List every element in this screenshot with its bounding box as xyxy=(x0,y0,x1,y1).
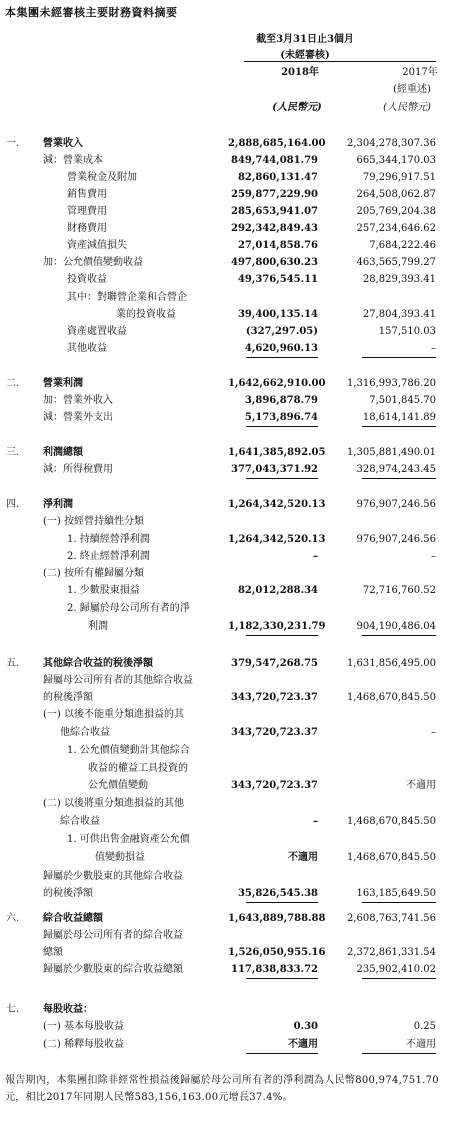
row-label: 歸屬於少數股東的其他綜合收益 xyxy=(43,871,183,882)
value-2018: 82,012,288.34 xyxy=(237,585,318,596)
row-label: 利潤總額 xyxy=(43,447,83,458)
row-label: 歸屬於少數股東的綜合收益總額 xyxy=(43,964,183,975)
row-label: 歸屬母公司所有者的其他綜合收益 xyxy=(43,675,193,686)
row-label: 2. 歸屬於母公司所有者的淨 xyxy=(67,603,190,614)
table-row xyxy=(0,602,450,616)
value-2017: 72,716,760.52 xyxy=(362,585,436,596)
row-label: (二) 稀釋每股收益 xyxy=(43,1039,124,1050)
table-row xyxy=(0,1038,450,1052)
value-2017: 1,305,881,490.01 xyxy=(346,447,436,458)
row-label: 減：營業成本 xyxy=(43,155,103,166)
row-label: 營業稅金及附加 xyxy=(67,172,137,183)
value-2017: 27,804,393.41 xyxy=(362,309,436,320)
table-row xyxy=(0,963,450,977)
table-row xyxy=(0,188,450,202)
table-row xyxy=(0,515,450,529)
row-label: 資產減值損失 xyxy=(67,240,127,251)
subtotal-rule xyxy=(246,1053,318,1054)
row-label: 銷售費用 xyxy=(67,189,107,200)
year-2018-header: 2018年 xyxy=(281,67,319,78)
table-row xyxy=(0,833,450,847)
value-2018: 35,826,545.38 xyxy=(237,888,318,899)
value-2017: 264,508,062.87 xyxy=(356,189,436,200)
table-row xyxy=(0,239,450,253)
row-label: 綜合收益總額 xyxy=(43,913,103,924)
row-label: (二) 以後將重分類進損益的其他 xyxy=(43,798,184,809)
section-number: 二. xyxy=(6,378,20,389)
subtotal-rule xyxy=(362,357,436,358)
year-2017-header: 2017年 xyxy=(402,67,438,78)
table-row xyxy=(0,762,450,776)
value-2018: 39,400,135.14 xyxy=(237,309,318,320)
value-2017: 205,769,204.38 xyxy=(356,206,436,217)
value-2017: 665,344,170.03 xyxy=(356,155,436,166)
value-2017: 976,907,246.56 xyxy=(356,499,436,510)
value-2018: 849,744,081.79 xyxy=(231,155,318,166)
value-2018: 1,264,342,520.13 xyxy=(228,534,326,545)
subtotal-rule xyxy=(246,478,318,479)
row-label: 值變動損益 xyxy=(95,852,145,863)
value-2017: 1,316,993,786.20 xyxy=(346,378,436,389)
subtotal-rule xyxy=(362,902,436,903)
row-label: (一) 基本每股收益 xyxy=(43,1021,124,1032)
row-label: 淨利潤 xyxy=(43,499,73,510)
row-label: 的稅後淨額 xyxy=(43,692,93,703)
row-label: 管理費用 xyxy=(67,206,107,217)
period-header: 截至3月31日止3個月 xyxy=(256,34,354,45)
value-2018: 343,720,723.37 xyxy=(231,780,318,791)
table-row xyxy=(0,674,450,688)
restated-header: (經重述) xyxy=(393,84,431,95)
subtotal-rule xyxy=(246,902,318,903)
value-2017: 2,608,763,741.56 xyxy=(346,913,436,924)
row-label: 資產處置收益 xyxy=(67,326,127,337)
table-row xyxy=(0,744,450,758)
section-number: 三. xyxy=(6,447,20,458)
table-row xyxy=(0,171,450,185)
table-row xyxy=(0,815,450,829)
table-row xyxy=(0,411,450,425)
value-2018: 3,896,878.79 xyxy=(244,395,318,406)
value-2018: 292,342,849.43 xyxy=(231,223,318,234)
table-row xyxy=(0,657,450,671)
value-2017: 157,510.03 xyxy=(378,326,436,337)
table-row xyxy=(0,870,450,884)
value-2018: 不適用 xyxy=(288,1039,318,1050)
table-row xyxy=(0,446,450,460)
value-2017: 1,468,670,845.50 xyxy=(346,852,436,863)
header-rule xyxy=(244,61,436,62)
value-2018: 1,182,330,231.79 xyxy=(228,621,326,632)
table-row xyxy=(0,256,450,270)
value-2018: – xyxy=(313,551,318,562)
table-row xyxy=(0,291,450,305)
table-row xyxy=(0,567,450,581)
value-2017: 257,234,646.62 xyxy=(356,223,436,234)
row-label: 他綜合收益 xyxy=(60,727,110,738)
value-2018: 0.30 xyxy=(293,1021,318,1032)
row-label: 1. 少數股東損益 xyxy=(67,585,140,596)
row-label: 其他收益 xyxy=(67,343,107,354)
value-2017: 1,631,856,495.00 xyxy=(346,658,436,669)
row-label: 1. 公允價值變動計其他綜合 xyxy=(67,745,190,756)
value-2018: 1,641,385,892.05 xyxy=(228,447,326,458)
row-label: 減：營業外支出 xyxy=(43,412,113,423)
row-label: 的稅後淨額 xyxy=(43,888,93,899)
table-row xyxy=(0,394,450,408)
row-label: 利潤 xyxy=(88,621,108,632)
value-2017: 7,684,222.46 xyxy=(369,240,436,251)
value-2018: 49,376,545.11 xyxy=(237,274,318,285)
row-label: 1. 可供出售金融資產公允價 xyxy=(67,834,190,845)
subtotal-rule xyxy=(362,1053,436,1054)
value-2018: – xyxy=(313,816,318,827)
row-label: 加：營業外收入 xyxy=(43,395,113,406)
value-2017: 不適用 xyxy=(406,780,436,791)
value-2018: 377,043,371.92 xyxy=(231,464,318,475)
value-2018: 27,014,858.76 xyxy=(237,240,318,251)
section-number: 四. xyxy=(6,499,20,510)
row-label: 2. 終止經營淨利潤 xyxy=(67,551,150,562)
value-2017: 79,296,917.51 xyxy=(362,172,436,183)
value-2017: 463,565,799.27 xyxy=(356,257,436,268)
value-2018: 1,526,050,955.16 xyxy=(228,947,326,958)
value-2017: 7,501,845.70 xyxy=(369,395,436,406)
value-2017: 976,907,246.56 xyxy=(356,534,436,545)
table-row xyxy=(0,1003,450,1017)
value-2018: 117,838,833.72 xyxy=(231,964,318,975)
value-2017: 1,468,670,845.50 xyxy=(346,692,436,703)
table-row xyxy=(0,154,450,168)
table-row xyxy=(0,325,450,339)
value-2017: 28,829,393.41 xyxy=(362,274,436,285)
row-label: (一) 按經營持續性分類 xyxy=(43,516,144,527)
table-row xyxy=(0,377,450,391)
value-2017: 不適用 xyxy=(406,1039,436,1050)
value-2017: 2,372,861,331.54 xyxy=(346,947,436,958)
value-2018: 379,547,268.75 xyxy=(231,658,318,669)
table-row xyxy=(0,620,450,634)
currency-2017-header: (人民幣元) xyxy=(383,102,431,113)
value-2017: 328,974,243.45 xyxy=(356,464,436,475)
value-2018: 497,800,630.23 xyxy=(231,257,318,268)
row-label: 綜合收益 xyxy=(60,816,100,827)
table-row xyxy=(0,779,450,793)
value-2017: 2,304,278,307.36 xyxy=(346,138,436,149)
section-number: 一. xyxy=(6,138,20,149)
value-2018: 343,720,723.37 xyxy=(231,692,318,703)
row-label: 營業利潤 xyxy=(43,378,83,389)
subtotal-rule xyxy=(362,426,436,427)
row-label: 投資收益 xyxy=(67,274,107,285)
row-label: 營業收入 xyxy=(43,138,83,149)
row-label: 加：公允價值變動收益 xyxy=(43,257,143,268)
row-label: 每股收益： xyxy=(43,1004,93,1015)
value-2018: 82,860,131.47 xyxy=(237,172,318,183)
value-2017: 904,190,486.04 xyxy=(356,621,436,632)
unaudited-header: (未經審核) xyxy=(280,50,330,61)
table-row xyxy=(0,137,450,151)
subtotal-rule xyxy=(246,426,318,427)
value-2017: 1,468,670,845.50 xyxy=(346,816,436,827)
table-row xyxy=(0,726,450,740)
subtotal-rule xyxy=(246,978,318,979)
value-2018: 1,264,342,520.13 xyxy=(228,499,326,510)
table-row xyxy=(0,342,450,356)
value-2018: 2,888,685,164.00 xyxy=(228,138,326,149)
value-2018: 285,653,941.07 xyxy=(231,206,318,217)
table-row xyxy=(0,929,450,943)
table-row xyxy=(0,708,450,722)
row-label: 其中：對聯營企業和合營企 xyxy=(67,292,187,303)
value-2017: – xyxy=(431,551,436,562)
row-label: 業的投資收益 xyxy=(116,309,176,320)
subtotal-rule xyxy=(362,978,436,979)
section-number: 六. xyxy=(6,913,20,924)
value-2018: 4,620,960.13 xyxy=(244,343,318,354)
row-label: 1. 持續經營淨利潤 xyxy=(67,534,150,545)
value-2018: 259,877,229.90 xyxy=(231,189,318,200)
row-label: 財務費用 xyxy=(67,223,107,234)
value-2018: 1,642,662,910.00 xyxy=(228,378,326,389)
value-2018: 1,643,889,788.88 xyxy=(228,913,326,924)
table-row xyxy=(0,308,450,322)
row-label: 總額 xyxy=(43,947,63,958)
row-label: 其他綜合收益的稅後淨額 xyxy=(43,658,153,669)
section-number: 五. xyxy=(6,658,20,669)
table-row xyxy=(0,584,450,598)
value-2017: – xyxy=(431,343,436,354)
value-2018: 5,173,896.74 xyxy=(244,412,318,423)
table-row xyxy=(0,797,450,811)
subtotal-rule xyxy=(362,478,436,479)
table-row xyxy=(0,273,450,287)
subtotal-rule xyxy=(246,635,318,636)
table-row xyxy=(0,463,450,477)
value-2018: 不適用 xyxy=(288,852,318,863)
table-row xyxy=(0,550,450,564)
value-2017: 0.25 xyxy=(413,1021,436,1032)
subtotal-rule xyxy=(246,357,318,358)
row-label: 歸屬於母公司所有者的綜合收益 xyxy=(43,930,183,941)
table-row xyxy=(0,222,450,236)
page-title: 本集團未經審核主要財務資料摘要 xyxy=(5,6,178,19)
table-row xyxy=(0,205,450,219)
footer-note: 報告期內，本集團扣除非經常性損益後歸屬於母公司所有者的淨利潤為人民幣800,974,751.70元，相比2017年同期人民幣583,156,163.00元增長37.4%。 xyxy=(5,1075,439,1103)
row-label: 收益的權益工具投資的 xyxy=(88,763,188,774)
table-row xyxy=(0,691,450,705)
row-label: (二) 按所有權歸屬分類 xyxy=(43,568,144,579)
value-2017: 18,614,141.89 xyxy=(362,412,436,423)
table-row xyxy=(0,887,450,901)
value-2017: 163,185,649.50 xyxy=(356,888,436,899)
table-row xyxy=(0,912,450,926)
value-2017: 235,902,410.02 xyxy=(356,964,436,975)
subtotal-rule xyxy=(362,635,436,636)
table-row xyxy=(0,533,450,547)
table-row xyxy=(0,1020,450,1034)
value-2017: – xyxy=(431,727,436,738)
row-label: 公允價值變動 xyxy=(88,780,148,791)
section-number: 七. xyxy=(6,1004,20,1015)
value-2018: 343,720,723.37 xyxy=(231,727,318,738)
table-row xyxy=(0,946,450,960)
value-2018: (327,297.05) xyxy=(245,326,318,337)
currency-2018-header: (人民幣元) xyxy=(272,102,322,113)
table-row xyxy=(0,851,450,865)
row-label: 減：所得稅費用 xyxy=(43,464,113,475)
row-label: (一) 以後不能重分類進損益的其 xyxy=(43,709,184,720)
table-row xyxy=(0,498,450,512)
